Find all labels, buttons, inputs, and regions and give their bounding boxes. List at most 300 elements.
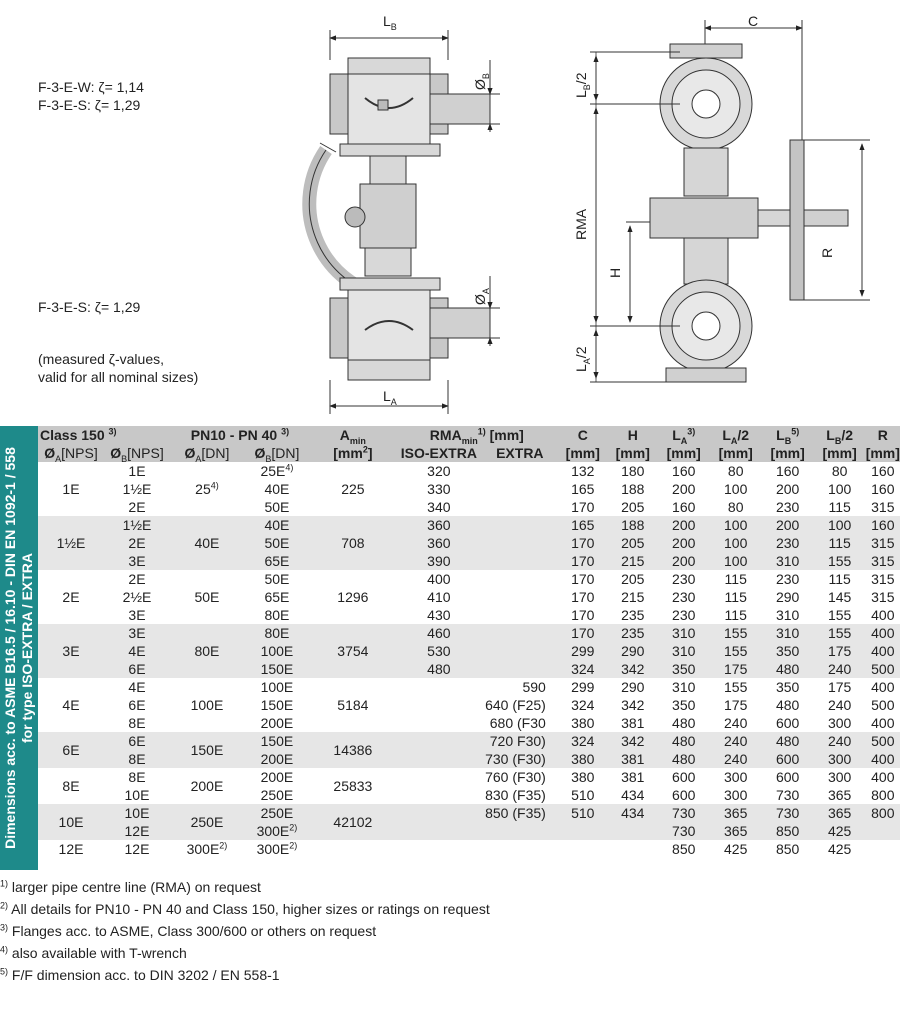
- cell-ob-nps: 8E: [128, 769, 146, 785]
- cell-h: 235: [621, 607, 645, 623]
- cell-extra: [482, 624, 558, 642]
- cell-ob-nps: 4E: [128, 679, 146, 695]
- cell-h: [608, 822, 658, 840]
- cell-lb: 230: [775, 499, 800, 515]
- header-rma: $RMA_{min}^{1)}$ [mm]: [429, 426, 524, 446]
- table-row: [38, 750, 900, 768]
- cell-ob-nps: 3E: [128, 625, 146, 641]
- cell-lb2: 175: [827, 679, 852, 695]
- cell-la: 160: [672, 499, 696, 515]
- cell-la: 730: [672, 805, 696, 821]
- cell-ob-nps: 6E: [128, 733, 146, 749]
- cell-lb: 350: [775, 643, 800, 659]
- cell-ob-dn: 150E: [260, 733, 294, 749]
- cell-lb2: 100: [827, 481, 852, 497]
- cell-lb2: 115: [828, 499, 851, 515]
- header-h: H: [627, 427, 638, 443]
- header-lb-unit: [mm]: [770, 445, 805, 461]
- cell-h: 180: [621, 463, 645, 479]
- cell-r: 400: [871, 679, 895, 695]
- cell-la2: 80: [727, 463, 744, 479]
- cell-r: 400: [871, 715, 895, 731]
- cell-ob-dn: 250E: [260, 787, 294, 803]
- cell-extra: 590: [522, 679, 546, 695]
- cell-lb2: 240: [827, 733, 852, 749]
- cell-la: 230: [672, 607, 696, 623]
- cell-ob-dn: 200E: [260, 769, 294, 785]
- cell-r: 315: [871, 535, 895, 551]
- cell-ob-nps: 6E: [128, 697, 146, 713]
- header-lb2-unit: [mm]: [822, 445, 857, 461]
- cell-la2: 80: [727, 499, 744, 515]
- cell-la: 230: [672, 589, 696, 605]
- dim-h-label: H: [607, 267, 623, 278]
- cell-h: 381: [621, 769, 645, 785]
- cell-ob-dn: 100E: [260, 643, 294, 659]
- cell-h: 434: [621, 787, 645, 803]
- cell-h: 342: [621, 733, 645, 749]
- table-row: [38, 840, 900, 858]
- header-la-unit: [mm]: [666, 445, 701, 461]
- cell-lb2: 425: [827, 841, 852, 857]
- cell-h: 205: [621, 535, 645, 551]
- cell-ob-dn: 250E: [260, 805, 294, 821]
- cell-r: 500: [871, 661, 895, 677]
- cell-r: 500: [871, 733, 895, 749]
- footnote-3: $^{3)}$ Flanges acc. to ASME, Class 300/600 or others on request: [0, 922, 377, 939]
- cell-ob-dn: 200E: [260, 715, 294, 731]
- footnotes: [0, 876, 490, 986]
- cell-lb2: 300: [827, 715, 852, 731]
- cell-lb2: 80: [831, 463, 848, 479]
- cell-extra: 730 (F30): [485, 751, 546, 767]
- cell-iso: 320: [427, 463, 451, 479]
- dim-la2-label: $L_A/2$: [573, 346, 592, 372]
- footnote-2: $^{2)}$ All details for PN10 - PN 40 and Class 150, higher sizes or ratings on request: [0, 900, 490, 917]
- cell-c: 324: [571, 697, 595, 713]
- cell-c: [558, 840, 608, 858]
- table-row: [38, 516, 900, 534]
- cell-c: 380: [571, 769, 595, 785]
- cell-h: 290: [621, 679, 645, 695]
- cell-ob-nps: 1½E: [122, 481, 152, 497]
- dim-oa-label: $Ø_A$: [472, 288, 491, 305]
- cell-oa-nps: 1E: [62, 481, 80, 497]
- cell-h: 215: [621, 553, 645, 569]
- cell-extra: [482, 570, 558, 588]
- header-pn: PN10 - PN 40 $^{3)}$: [190, 426, 290, 443]
- cell-extra: [482, 642, 558, 660]
- header-extra: EXTRA: [496, 445, 544, 461]
- cell-la2: 115: [724, 589, 747, 605]
- cell-lb2: 300: [827, 769, 852, 785]
- dim-rma-label: RMA: [573, 208, 589, 240]
- cell-extra: [482, 660, 558, 678]
- cell-c: 510: [571, 787, 595, 803]
- cell-ob-dn: 40E: [264, 517, 290, 533]
- cell-la2: 100: [724, 553, 748, 569]
- cell-amin: 5184: [337, 697, 369, 713]
- cell-la: 480: [672, 715, 696, 731]
- cell-h: 290: [621, 643, 645, 659]
- cell-oa-dn: 250E: [190, 814, 224, 830]
- cell-lb2: 145: [827, 589, 852, 605]
- cell-r: 315: [871, 589, 895, 605]
- cell-oa-nps: 12E: [58, 841, 84, 857]
- cell-oa-dn: 40E: [194, 535, 220, 551]
- cell-la: 730: [672, 823, 696, 839]
- cell-extra: 850 (F35): [485, 805, 546, 821]
- cell-r: [866, 822, 900, 840]
- cell-la2: 100: [724, 535, 748, 551]
- cell-h: 188: [621, 517, 645, 533]
- cell-r: 315: [871, 499, 895, 515]
- cell-iso: [396, 732, 482, 750]
- cell-c: 170: [571, 553, 595, 569]
- cell-lb: 230: [775, 535, 800, 551]
- cell-la: 600: [672, 769, 696, 785]
- cell-la2: 100: [724, 481, 748, 497]
- dimensions-table: [38, 426, 900, 858]
- cell-lb2: 115: [828, 535, 851, 551]
- cell-iso: 410: [427, 589, 451, 605]
- cell-lb: 160: [775, 463, 800, 479]
- table-row: [38, 606, 900, 624]
- zeta-w-label: F-3-E-W: ζ= 1,14: [38, 79, 144, 95]
- cell-ob-nps: 1E: [128, 463, 146, 479]
- cell-iso: 360: [427, 535, 451, 551]
- cell-ob-nps: 10E: [124, 805, 150, 821]
- cell-la: 350: [672, 661, 696, 677]
- cell-lb: 730: [775, 787, 800, 803]
- cell-h: 381: [621, 751, 645, 767]
- cell-lb: 850: [775, 841, 800, 857]
- dim-ob-label: $Ø_B$: [472, 73, 491, 90]
- cell-lb: 310: [775, 607, 800, 623]
- cell-r: 800: [871, 787, 895, 803]
- cell-ob-dn: $300E^{2)}$: [256, 840, 298, 857]
- cell-oa-dn: 25$^{4)}$: [195, 480, 219, 497]
- header-lb: $L_B^{5)}$: [776, 426, 800, 446]
- cell-lb2: 240: [827, 661, 852, 677]
- cell-c: 170: [571, 571, 595, 587]
- cell-la2: 240: [724, 715, 748, 731]
- cell-lb2: 300: [827, 751, 852, 767]
- table-row: [38, 588, 900, 606]
- cell-extra: [482, 588, 558, 606]
- cell-extra: [482, 606, 558, 624]
- cell-iso: [396, 696, 482, 714]
- cell-la: 310: [672, 679, 696, 695]
- cell-ob-nps: 2E: [128, 499, 146, 515]
- dim-r-label: R: [819, 247, 835, 258]
- cell-la: 200: [672, 535, 696, 551]
- header-h-unit: [mm]: [615, 445, 650, 461]
- cell-lb: 600: [775, 769, 800, 785]
- cell-extra: [482, 534, 558, 552]
- cell-c: 132: [571, 463, 595, 479]
- cell-la: 310: [672, 643, 696, 659]
- front-view: [590, 20, 870, 382]
- cell-ob-nps: 8E: [128, 751, 146, 767]
- table-row: [38, 552, 900, 570]
- zeta-s-label-bottom: F-3-E-S: ζ= 1,29: [38, 299, 141, 315]
- cell-extra: 720 F30): [489, 733, 546, 749]
- cell-iso: [396, 840, 482, 858]
- cell-la: 200: [672, 553, 696, 569]
- cell-iso: 430: [427, 607, 451, 623]
- cell-oa-nps: 8E: [62, 778, 80, 794]
- table-row: [38, 642, 900, 660]
- cell-h: 205: [621, 499, 645, 515]
- cell-h: 342: [621, 697, 645, 713]
- cell-oa-dn: 50E: [194, 589, 220, 605]
- cell-la2: 175: [724, 697, 748, 713]
- header-amin-unit: $[mm^2]$: [333, 444, 373, 461]
- cell-lb2: 365: [827, 805, 852, 821]
- cell-c: 324: [571, 733, 595, 749]
- cell-ob-nps: 2E: [128, 535, 146, 551]
- cell-ob-dn: 100E: [260, 679, 294, 695]
- cell-extra: 830 (F35): [485, 787, 546, 803]
- header-la2-unit: [mm]: [718, 445, 753, 461]
- cell-extra: [482, 480, 558, 498]
- cell-la2: 425: [724, 841, 748, 857]
- table-row: [38, 678, 900, 696]
- cell-la2: 365: [724, 805, 748, 821]
- cell-oa-nps: 2E: [62, 589, 80, 605]
- cell-r: 400: [871, 607, 895, 623]
- cell-la2: 100: [724, 517, 748, 533]
- cell-lb: 350: [775, 679, 800, 695]
- cell-la2: 115: [724, 607, 747, 623]
- cell-oa-dn: 100E: [190, 697, 224, 713]
- cell-r: 400: [871, 751, 895, 767]
- cell-lb2: 155: [827, 607, 852, 623]
- table-row: [38, 624, 900, 642]
- cell-lb: 230: [775, 571, 800, 587]
- cell-ob-nps: 2½E: [122, 589, 152, 605]
- dimensions-table-section: [0, 426, 900, 870]
- cell-la: 480: [672, 751, 696, 767]
- cell-iso: [396, 768, 482, 786]
- cell-oa-nps: 10E: [58, 814, 84, 830]
- cell-h: 215: [621, 589, 645, 605]
- cell-iso: 460: [427, 625, 451, 641]
- cell-la2: 300: [724, 787, 748, 803]
- cell-lb2: 365: [827, 787, 852, 803]
- cell-oa-nps: 4E: [62, 697, 80, 713]
- cell-lb2: 155: [827, 553, 852, 569]
- table-row: [38, 822, 900, 840]
- header-c-unit: [mm]: [565, 445, 600, 461]
- cell-ob-nps: 3E: [128, 553, 146, 569]
- cell-c: 299: [571, 679, 595, 695]
- cell-h: 235: [621, 625, 645, 641]
- dim-la-label: $L_A$: [383, 388, 397, 407]
- cell-extra: [482, 822, 558, 840]
- table-row: [38, 768, 900, 786]
- cell-iso: [396, 786, 482, 804]
- cell-oa-dn: 80E: [194, 643, 220, 659]
- cell-ob-nps: 8E: [128, 715, 146, 731]
- cell-la: 200: [672, 481, 696, 497]
- cell-r: [866, 840, 900, 858]
- cell-ob-dn: 80E: [264, 607, 290, 623]
- cell-lb: 730: [775, 805, 800, 821]
- header-r-unit: [mm]: [865, 445, 900, 461]
- table-row: [38, 732, 900, 750]
- cell-extra: 760 (F30): [485, 769, 546, 785]
- cell-ob-dn: 80E: [264, 625, 290, 641]
- cell-h: 342: [621, 661, 645, 677]
- cell-extra: [482, 498, 558, 516]
- cell-iso: [396, 714, 482, 732]
- cell-ob-dn: 65E: [264, 589, 290, 605]
- cell-iso: 480: [427, 661, 451, 677]
- cell-lb2: 425: [827, 823, 852, 839]
- header-oa-nps: $Ø_A[NPS]$: [44, 445, 98, 464]
- cell-ob-nps: 10E: [124, 787, 150, 803]
- cell-c: 299: [571, 643, 595, 659]
- cell-la: 310: [672, 625, 696, 641]
- cell-ob-dn: 40E: [264, 481, 290, 497]
- footnote-4: $^{4)}$ also available with T-wrench: [0, 944, 187, 961]
- cell-r: 160: [871, 463, 895, 479]
- cell-lb: 600: [775, 751, 800, 767]
- cell-extra: [482, 840, 558, 858]
- cell-r: 160: [871, 517, 895, 533]
- cell-r: 800: [871, 805, 895, 821]
- footnote-5: $^{5)}$ F/F dimension acc. to DIN 3202 / EN 558-1: [0, 966, 280, 983]
- cell-lb: 480: [775, 697, 800, 713]
- cell-r: 400: [871, 625, 895, 641]
- table-row: [38, 462, 900, 480]
- cell-la: 160: [672, 463, 696, 479]
- cell-r: 400: [871, 769, 895, 785]
- cell-iso: 360: [427, 517, 451, 533]
- cell-iso: 340: [427, 499, 451, 515]
- cell-iso: 390: [427, 553, 451, 569]
- table-row: [38, 534, 900, 552]
- cell-la2: 175: [724, 661, 748, 677]
- cell-lb: 480: [775, 733, 800, 749]
- cell-la: 200: [672, 517, 696, 533]
- cell-amin: 3754: [337, 643, 369, 659]
- cell-lb2: 175: [827, 643, 852, 659]
- cell-lb2: 100: [827, 517, 852, 533]
- table-row: [38, 480, 900, 498]
- table-row: [38, 498, 900, 516]
- cell-amin: 225: [341, 481, 365, 497]
- cell-ob-nps: 2E: [128, 571, 146, 587]
- sidebar-title-line1: Dimensions acc. to ASME B16.5 / 16.10 - DIN EN 1092-1 / 558: [2, 447, 18, 849]
- cell-r: 315: [871, 553, 895, 569]
- cell-iso: 330: [427, 481, 451, 497]
- header-class150: Class 150 $^{3)}$: [40, 426, 117, 443]
- cell-r: 500: [871, 697, 895, 713]
- cell-la2: 155: [724, 643, 748, 659]
- cell-lb: 200: [775, 481, 800, 497]
- sidebar-vertical-title: [0, 426, 38, 870]
- valve-drawing-svg: [0, 0, 900, 424]
- dim-lb2-label: $L_B/2$: [573, 72, 592, 98]
- cell-oa-dn: 150E: [190, 742, 224, 758]
- cell-la2: 240: [724, 751, 748, 767]
- cell-la2: 300: [724, 769, 748, 785]
- table-row: [38, 714, 900, 732]
- cell-lb: 480: [775, 661, 800, 677]
- cell-iso: [396, 678, 482, 696]
- header-ob-dn: $Ø_B[DN]$: [254, 445, 300, 464]
- header-oa-dn: $Ø_A[DN]$: [184, 445, 230, 464]
- table-row: [38, 570, 900, 588]
- cell-c: 170: [571, 625, 595, 641]
- table-header-row-2: [38, 444, 900, 462]
- cell-iso: [396, 822, 482, 840]
- cell-c: 165: [571, 517, 595, 533]
- cell-lb2: 155: [827, 625, 852, 641]
- cell-la2: 155: [724, 679, 748, 695]
- cell-iso: 400: [427, 571, 451, 587]
- cell-ob-dn: 150E: [260, 697, 294, 713]
- measured-note-line1: (measured ζ-values,: [38, 351, 164, 367]
- cell-ob-nps: 6E: [128, 661, 146, 677]
- cell-amin: [310, 840, 396, 858]
- cell-ob-dn: 50E: [264, 571, 290, 587]
- cell-la2: 115: [724, 571, 747, 587]
- cell-extra: [482, 516, 558, 534]
- cell-extra: [482, 462, 558, 480]
- cell-oa-nps: 3E: [62, 643, 80, 659]
- cell-h: 205: [621, 571, 645, 587]
- table-row: [38, 804, 900, 822]
- footnote-1: $^{1)}$ larger pipe centre line (RMA) on request: [0, 878, 261, 895]
- cell-la: 230: [672, 571, 696, 587]
- cell-amin: 1296: [337, 589, 369, 605]
- cell-h: [608, 840, 658, 858]
- cell-lb2: 240: [827, 697, 852, 713]
- cell-c: 380: [571, 751, 595, 767]
- table-row: [38, 696, 900, 714]
- cell-lb: 200: [775, 517, 800, 533]
- cell-amin: 708: [341, 535, 365, 551]
- cell-oa-dn: $300E^{2)}$: [186, 840, 228, 857]
- sidebar-title-line2: for type ISO-EXTRA / EXTRA: [19, 552, 35, 744]
- cell-lb: 600: [775, 715, 800, 731]
- cell-lb: 310: [775, 625, 800, 641]
- zeta-s-label-top: F-3-E-S: ζ= 1,29: [38, 97, 141, 113]
- header-ob-nps: $Ø_B[NPS]$: [110, 445, 164, 464]
- cell-la: 600: [672, 787, 696, 803]
- cell-iso: [396, 750, 482, 768]
- cell-ob-nps: 12E: [124, 841, 150, 857]
- cell-lb: 850: [775, 823, 800, 839]
- cell-r: 400: [871, 643, 895, 659]
- cell-la: 850: [672, 841, 696, 857]
- cell-c: 170: [571, 499, 595, 515]
- cell-la2: 155: [724, 625, 748, 641]
- cell-c: 165: [571, 481, 595, 497]
- cell-lb: 310: [775, 553, 800, 569]
- dim-lb-label: $L_B$: [383, 13, 397, 32]
- cell-c: [558, 822, 608, 840]
- header-r: R: [877, 427, 888, 443]
- cell-ob-nps: 4E: [128, 643, 146, 659]
- cell-extra: [482, 552, 558, 570]
- cell-ob-dn: 150E: [260, 661, 294, 677]
- table-row: [38, 786, 900, 804]
